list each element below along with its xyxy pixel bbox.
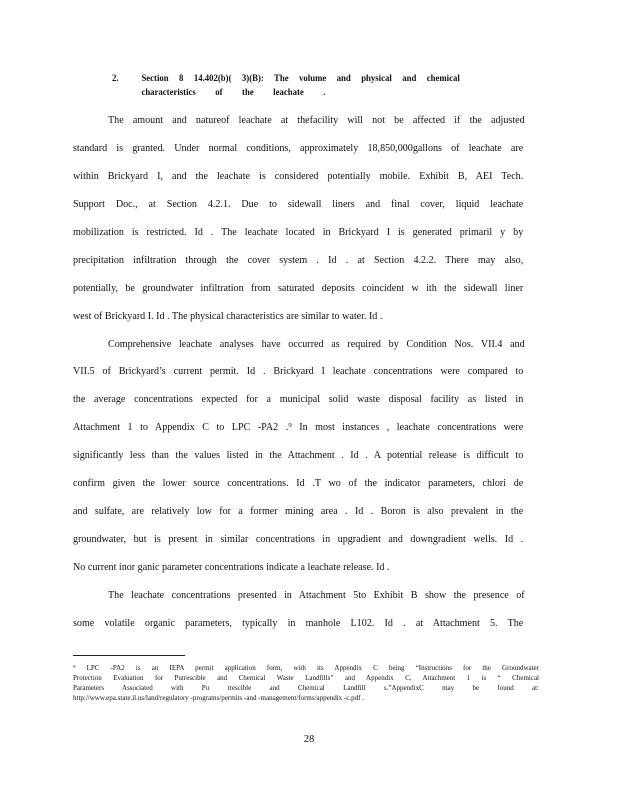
footnote-line: ⁹ LPC -PA2 is an IEPA permit application form, with its Appendix C being “Instructions for the Groundwater (73, 664, 539, 672)
paragraph-line: and sulfate, are relatively low for a former mining area . Id . Boron is also prevalent in the (73, 506, 524, 517)
paragraph-line: within Brickyard I, and the leachate is considered potentially mobile. Exhibit B, AEI Tech. (73, 171, 524, 182)
paragraph-line: Comprehensive leachate analyses have occurred as required by Condition Nos. VII.4 and (108, 339, 525, 350)
paragraph-line: No current inor ganic parameter concentrations indicate a leachate release. Id . (73, 562, 390, 573)
paragraph-line: The leachate concentrations presented in Attachment 5to Exhibit B show the presence of (108, 590, 525, 601)
paragraph-line: confirm given the lower source concentrations. Id .T wo of the indicator parameters, chlori de (73, 478, 524, 489)
paragraph-line: the average concentrations expected for a municipal solid waste disposal facility as listed in (73, 394, 524, 405)
paragraph-line: potentially, be groundwater infiltration from saturated deposits coincident w ith the sidewall liner (73, 283, 524, 294)
paragraph-line: Support Doc., at Section 4.2.1. Due to sidewall liners and final cover, liquid leachate (73, 199, 524, 210)
paragraph-line: some volatile organic parameters, typically in manhole L102. Id . at Attachment 5. The (73, 618, 524, 629)
footnote-line: Parameters Associated with Pu trescible and Chemical Landfill s.”AppendixC may be found at: (73, 684, 539, 692)
paragraph-line: standard is granted. Under normal conditions, approximately 18,850,000gallons of leachate are (73, 143, 524, 154)
page-number: 28 (303, 734, 315, 745)
section-number: 2. (112, 74, 119, 84)
section-heading-line-1: Section 8 14.402(b)( 3)(B): The volume and physical and chemical (141, 74, 460, 84)
paragraph-line: significantly less than the values listed in the Attachment . Id . A potential release is difficult to (73, 450, 524, 461)
footnote-line: Protection Evaluation for Putrescible and Chemical Waste Landfills” and Appendix C, Attachment 1 is “ Chemical (73, 674, 539, 682)
footnote-line: http://www.epa.state.il.us/land/regulatory -programs/permits -and -management/forms/appendix -c.pdf . (73, 694, 364, 702)
paragraph-line: precipitation infiltration through the cover system . Id . at Section 4.2.2. There may also, (73, 255, 524, 266)
paragraph-line: Attachment 1 to Appendix C to LPC -PA2 .⁹ In most instances , leachate concentrations were (73, 422, 524, 433)
paragraph-line: west of Brickyard I. Id . The physical characteristics are similar to water. Id . (73, 311, 383, 322)
paragraph-line: mobilization is restricted. Id . The leachate located in Brickyard I is generated primaril y by (73, 227, 524, 238)
paragraph-line: The amount and natureof leachate at thefacility will not be affected if the adjusted (108, 115, 525, 126)
paragraph-line: groundwater, but is present in similar concentrations in upgradient and downgradient wells. Id . (73, 534, 524, 545)
footnote-divider (73, 655, 185, 656)
section-heading-line-2: characteristics of the leachate . (141, 88, 326, 98)
paragraph-line: VII.5 of Brickyard’s current permit. Id . Brickyard I leachate concentrations were compared to (73, 366, 524, 377)
